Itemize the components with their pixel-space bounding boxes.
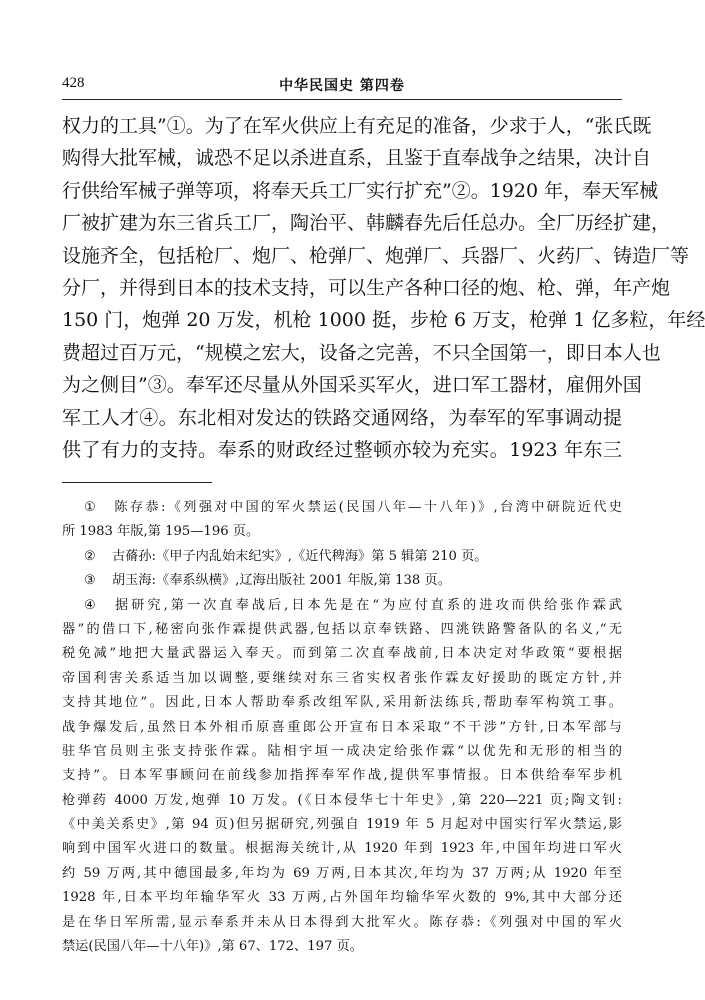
body-line: 厂被扩建为东三省兵工厂，陶治平、韩麟春先后任总办。全厂历经扩建， (62, 212, 671, 235)
footnote-marker: ② (84, 548, 96, 564)
footnote-line: 所 1983 年版,第 195—196 页。 (62, 524, 260, 540)
body-line: 军工人才④。东北相对发达的铁路交通网络，为奉军的军事调动提 (62, 406, 622, 429)
footnote-line (62, 569, 622, 593)
footnote-line: 税免减”地把大量武器运入奉天。而到第二次直奉战前,日本决定对华政策“要根据 (62, 646, 622, 662)
footnote-marker: ④ (84, 597, 96, 613)
footnote-line: 1928 年,日本平均年输华军火 33 万两,占外国年均输华军火数的 9%,其中大部分还 (62, 890, 622, 906)
body-line: 150 门，炮弹 20 万发，机枪 1000 挺，步枪 6 万支，枪弹 1 亿多粒，年经 (62, 309, 705, 332)
footnote-line: 支持其地位”。因此,日本人帮助奉系改组军队,采用新法练兵,帮助奉军构筑工事。 (62, 695, 622, 711)
body-line: 行供给军械子弹等项，将奉天兵工厂实行扩充”②。1920 年，奉天军械 (62, 179, 659, 202)
footnote-line: 驻华官员则主张支持张作霖。陆相宇垣一成决定给张作霖“以优先和无形的相当的 (62, 743, 622, 759)
footnote-line (62, 545, 622, 569)
footnote-text: 胡玉海:《奉系纵横》,辽海出版社 2001 年版,第 138 页。 (112, 573, 451, 589)
body-line: 供了有力的支持。奉系的财政经过整顿亦较为充实。1923 年东三 (62, 438, 622, 461)
footnote-line: 禁运(民国八年—十八年)》,第 67、172、197 页。 (62, 939, 363, 955)
page-header (62, 75, 622, 100)
footnote-marker: ① (84, 500, 96, 515)
footnote-line (62, 496, 622, 520)
body-line: 分厂，并得到日本的技术支持，可以生产各种口径的炮、枪、弹，年产炮 (62, 276, 671, 299)
footnote-text: 古蓨孙:《甲子内乱始末纪实》,《近代稗海》第 5 辑第 210 页。 (112, 548, 488, 564)
body-line: 设施齐全，包括枪厂、炮厂、枪弹厂、炮弹厂、兵器厂、火药厂、铸造厂等 (62, 244, 690, 267)
footnote-marker: ③ (84, 573, 96, 589)
footnote-line: 约 59 万两,其中德国最多,年均为 69 万两,日本其次,年均为 37 万两;从 1920 年至 (62, 865, 622, 881)
body-line: 费超过百万元，“规模之宏大，设备之完善，不只全国第一，即日本人也 (62, 341, 661, 364)
footnote-line: 枪弹药 4000 万发,炮弹 10 万发。(《日本侵华七十年史》,第 220—221 页;陶文钊: (62, 792, 622, 808)
footnote-text: 据研究,第一次直奉战后,日本先是在“为应付直系的进攻而供给张作霖武 (112, 597, 622, 613)
footnote-line: 响到中国军火进口的数量。根据海关统计,从 1920 年到 1923 年,中国年均进口军火 (62, 841, 622, 857)
running-title: 中华民国史 第四卷 (279, 78, 405, 94)
body-line: 购得大批军械，诚恐不足以杀进直系，且鉴于直奉战争之结果，决计自 (62, 147, 652, 170)
footnote-text: 陈存恭:《列强对中国的军火禁运(民国八年—十八年)》,台湾中研院近代史 (112, 500, 622, 515)
page-number: 428 (62, 75, 85, 91)
footnote-line (62, 594, 622, 618)
footnotes (62, 496, 622, 959)
footnote-line: 《中美关系史》,第 94 页)但另据研究,列强自 1919 年 5 月起对中国实行军火禁运,影 (62, 817, 622, 833)
footnote-line: 器”的借口下,秘密向张作霖提供武器,包括以京奉铁路、四洮铁路警备队的名义,“无 (62, 621, 622, 637)
body-line: 权力的工具”①。为了在军火供应上有充足的准备，少求于人，“张氏既 (62, 115, 652, 137)
footnote-line: 是在华日军所需,显示奉系并未从日本得到大批军火。陈存恭:《列强对中国的军火 (62, 914, 622, 930)
body-text (62, 110, 705, 466)
footnote-line: 战争爆发后,虽然日本外相币原喜重郎公开宣布日本采取“不干涉”方针,日本军部与 (62, 719, 622, 735)
footnote-line: 支持”。日本军事顾问在前线参加指挥奉军作战,提供军事情报。日本供给奉军步机 (62, 768, 622, 784)
footnote-divider (62, 482, 212, 483)
footnote-line: 帝国利害关系适当加以调整,要继续对东三省实权者张作霖友好援助的既定方针,并 (62, 670, 622, 686)
body-line: 为之侧目”③。奉军还尽量从外国采买军火，进口军工器材，雇佣外国 (62, 374, 642, 397)
